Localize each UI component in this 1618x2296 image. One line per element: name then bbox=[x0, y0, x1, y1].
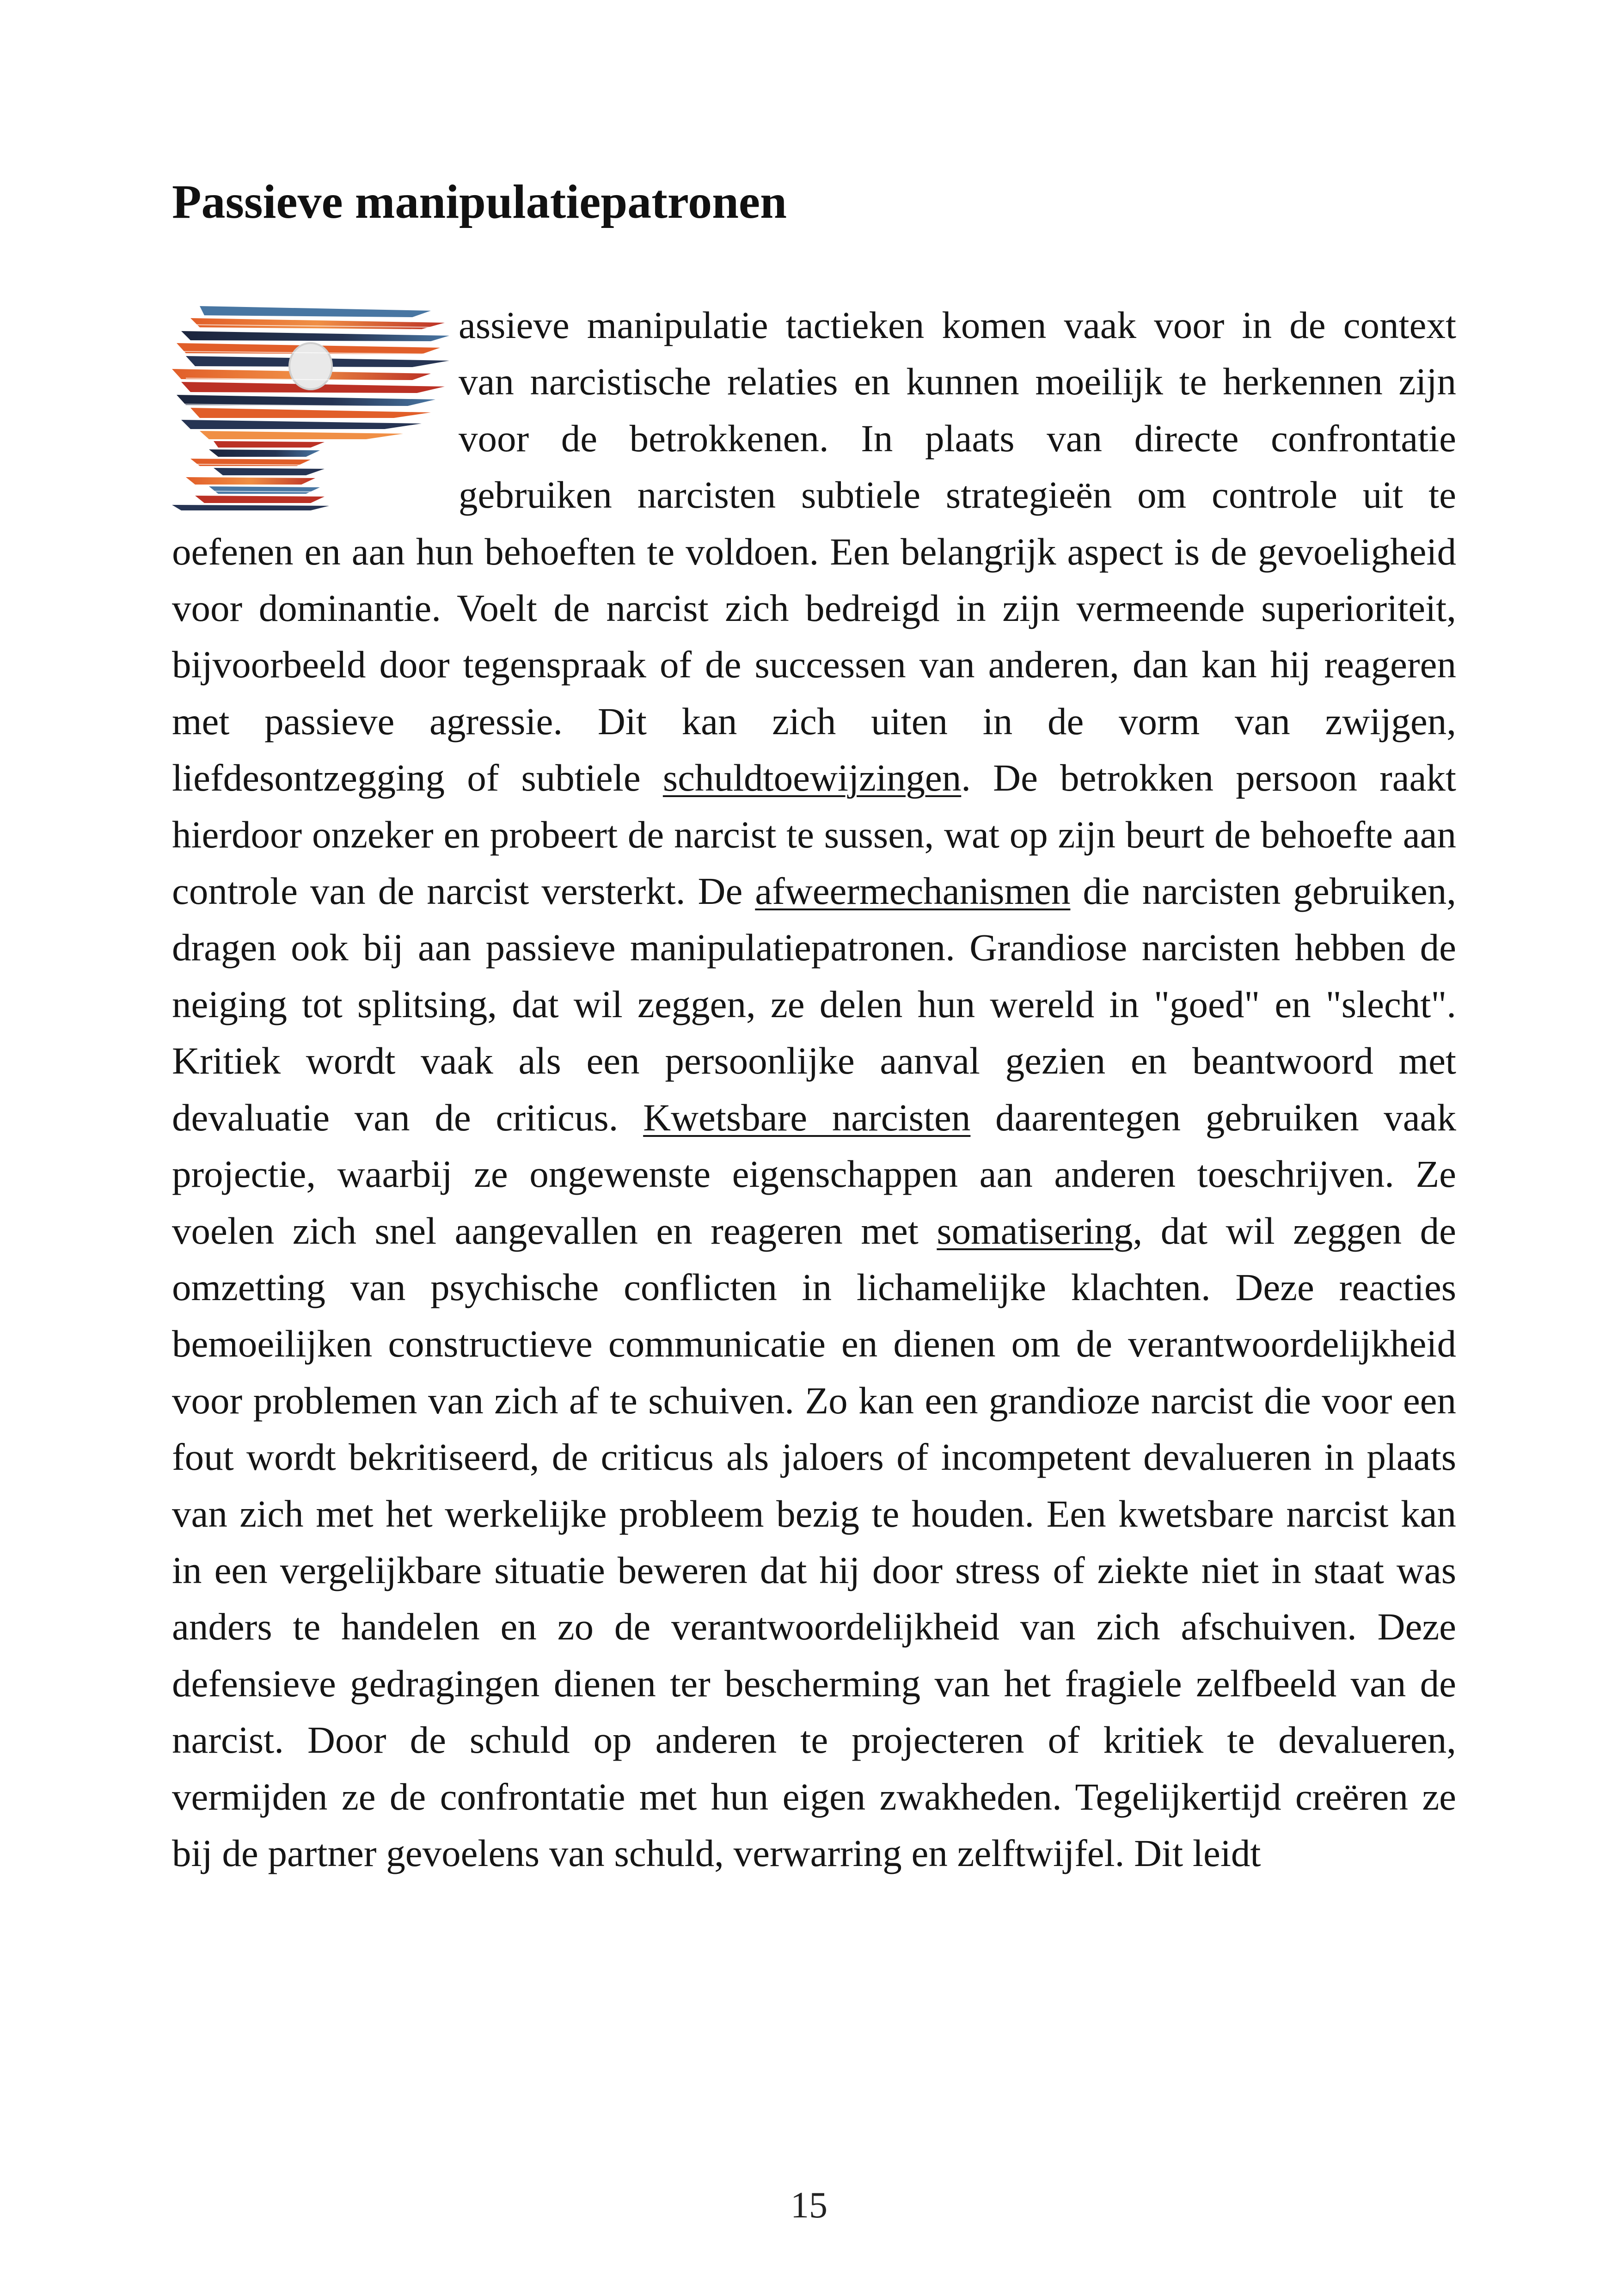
page-number: 15 bbox=[791, 2185, 827, 2226]
paragraph-text: assieve manipulatie tactieken komen vaak voor in de context van narcistische relaties en kunnen moeilijk te herkennen zijn voor de betrokkenen. In plaats van directe confrontatie gebruiken narcisten subtiele strategieën om controle uit te oefenen en aan hun behoeften te voldoen. Een belangrijk aspect is de gevoeligheid voor dominantie. Voelt de narcist zich bedreigd in zijn vermeende superioriteit, bijvoorbeeld door tegenspraak of de successen van anderen, dan kan hij reageren met passieve agressie. Dit kan zich uiten in de vorm van zwijgen, liefdesontzegging of subtiele bbox=[172, 304, 1456, 799]
link-somatisering[interactable]: somatisering bbox=[937, 1209, 1133, 1252]
dropcap-letter-image bbox=[172, 297, 449, 514]
paragraph-text: die narcisten gebruiken, dragen ook bij aan passieve manipulatiepatronen. Grandiose narcisten hebben de neiging tot splitsing, dat wil zeggen, ze delen hun wereld in "goed" en "slecht". Kritiek wordt vaak als een persoonlijke aanval gezien en beantwoord met devaluatie van de criticus. bbox=[172, 870, 1456, 1139]
link-kwetsbare-narcisten[interactable]: Kwetsbare narcisten bbox=[643, 1096, 971, 1139]
link-afweermechanismen[interactable]: afweermechanismen bbox=[755, 870, 1071, 913]
section-heading: Passieve manipulatiepatronen bbox=[172, 175, 787, 228]
paragraph-text: , dat wil zeggen de omzetting van psychische conflicten in lichamelijke klachten. Deze reacties bemoeilijken constructieve communicatie en dienen om de verantwoordelijkheid voor problemen van zich af te schuiven. Zo kan een grandioze narcist die voor een fout wordt bekritiseerd, de criticus als jaloers of incompetent devalueren in plaats van zich met het werkelijke probleem bezig te houden. Een kwetsbare narcist kan in een vergelijkbare situatie beweren dat hij door stress of ziekte niet in staat was anders te handelen en zo de verantwoordelijkheid van zich afschuiven. Deze defensieve gedragingen dienen ter bescherming van het fragiele zelfbeeld van de narcist. Door de schuld op anderen te projecteren of kritiek te devalueren, vermijden ze de confrontatie met hun eigen zwakheden. Tegelijkertijd creëren ze bij de partner gevoelens van schuld, verwarring en zelftwijfel. Dit leidt bbox=[172, 1209, 1456, 1874]
paragraph-text: daarentegen gebruiken vaak projectie, waarbij ze ongewenste eigenschappen aan anderen toeschrijven. Ze voelen zich snel aangevallen en reageren met bbox=[172, 1096, 1456, 1252]
paragraph-text: . De betrokken persoon raakt hierdoor onzeker en probeert de narcist te sussen, wat op zijn beurt de behoefte aan controle van de narcist versterkt. De bbox=[172, 756, 1456, 913]
body-paragraph bbox=[172, 297, 1456, 1881]
link-schuldtoewijzingen[interactable]: schuldtoewijzingen bbox=[662, 756, 962, 799]
